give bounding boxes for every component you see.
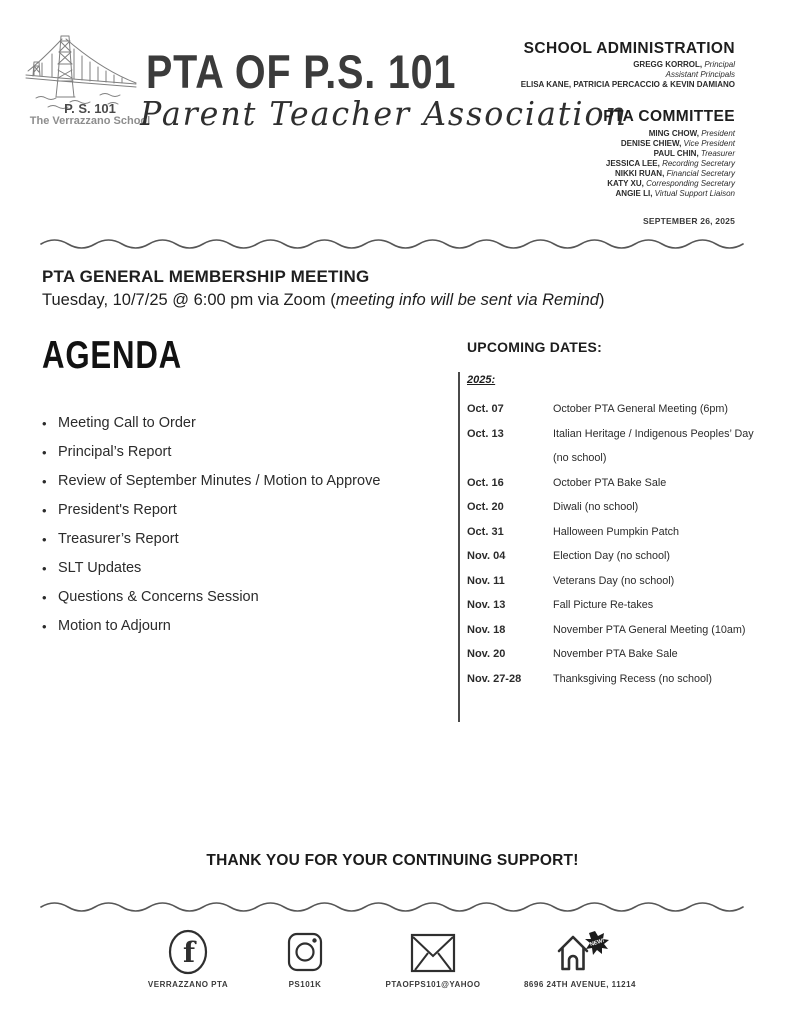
event-date: Nov. 11	[467, 574, 505, 587]
thank-you-line: THANK YOU FOR YOUR CONTINUING SUPPORT!	[206, 852, 579, 869]
committee-member: JESSICA LEE, Recording Secretary	[605, 159, 735, 168]
home-icon	[551, 929, 609, 975]
committee-member: DENISE CHIEW, Vice President	[620, 139, 735, 148]
agenda-item: • Principal’s Report	[42, 438, 442, 467]
event-row	[467, 569, 779, 594]
footer-link-label: PS101K	[288, 980, 322, 989]
event-row	[467, 397, 779, 422]
event-desc: Diwali (no school)	[553, 501, 639, 513]
school-administration-block	[395, 40, 735, 90]
event-desc: Halloween Pumpkin Patch	[553, 525, 680, 538]
event-date: Oct. 31	[467, 525, 504, 538]
event-row	[467, 593, 779, 618]
upcoming-dates-heading: UPCOMING DATES:	[467, 339, 602, 355]
footer-link-label: 8696 24TH AVENUE, 11214	[523, 980, 636, 989]
svg-text:NEW!: NEW!	[589, 937, 606, 949]
event-desc: Fall Picture Re-takes	[553, 599, 654, 611]
wavy-divider-bottom	[40, 897, 746, 915]
footer-link-email	[348, 929, 518, 989]
agenda-item: • President's Report	[42, 496, 442, 525]
event-desc: October PTA Bake Sale	[553, 476, 667, 489]
event-row	[467, 495, 779, 520]
issue-date: SEPTEMBER 26, 2025	[643, 216, 735, 226]
event-date: Oct. 20	[467, 501, 504, 513]
agenda-heading: AGENDA	[42, 334, 183, 377]
agenda-item: • SLT Updates	[42, 554, 442, 583]
script-subtitle: Parent Teacher Association	[140, 94, 628, 133]
principal-line: GREGG KORROL, Principal	[633, 60, 735, 69]
committee-member: ANGIE LI, Virtual Support Liaison	[615, 189, 735, 198]
page-title: PTA OF P.S. 101	[146, 45, 457, 98]
committee-member: PAUL CHIN, Treasurer	[653, 149, 735, 158]
wavy-divider-top	[40, 234, 746, 252]
footer-link-address	[495, 929, 665, 989]
svg-text:f: f	[182, 936, 196, 969]
upcoming-year-label: 2025:	[467, 374, 496, 386]
event-date: Oct. 13	[467, 427, 504, 440]
verrazzano-bridge-logo	[22, 26, 144, 112]
event-date: Nov. 18	[467, 623, 506, 636]
meeting-title: PTA GENERAL MEMBERSHIP MEETING	[42, 267, 370, 286]
committee-member: KATY XU, Corresponding Secretary	[607, 179, 735, 188]
event-desc: Italian Heritage / Indigenous Peoples’ Day (no school)	[553, 427, 754, 464]
upcoming-dates-rule	[458, 372, 460, 722]
event-row	[467, 618, 779, 643]
assistant-principals-label: Assistant Principals	[665, 70, 735, 79]
agenda-item: • Review of September Minutes / Motion to Approve	[42, 467, 442, 496]
event-date: Nov. 13	[467, 599, 506, 611]
facebook-icon	[165, 929, 211, 975]
footer-link-label: VERRAZZANO PTA	[147, 980, 229, 989]
meeting-when: Tuesday, 10/7/25 @ 6:00 pm via Zoom (meeting info will be sent via Remind)	[42, 291, 605, 309]
event-desc: November PTA General Meeting (10am)	[553, 623, 746, 636]
event-desc: Veterans Day (no school)	[553, 574, 675, 587]
event-row	[467, 642, 779, 667]
event-date: Oct. 16	[467, 476, 504, 489]
event-row	[467, 471, 779, 496]
agenda-item: • Motion to Adjourn	[42, 612, 442, 641]
logo-school-name: The Verrazzano School	[29, 115, 151, 127]
new-badge	[585, 931, 609, 955]
event-date: Oct. 07	[467, 403, 504, 415]
upcoming-events-list	[467, 397, 779, 691]
agenda-item: • Treasurer’s Report	[42, 525, 442, 554]
event-row	[467, 520, 779, 545]
event-row	[467, 422, 779, 471]
footer-link-label: PTAOFPS101@YAHOO	[385, 980, 481, 989]
committee-member: NIKKI RUAN, Financial Secretary	[614, 169, 735, 178]
event-date: Nov. 04	[467, 550, 506, 562]
pta-committee-heading: PTA COMMITTEE	[603, 108, 735, 125]
mail-icon	[409, 929, 457, 975]
assistant-principals-names: ELISA KANE, PATRICIA PERCACCIO & KEVIN DAMIANO	[520, 80, 735, 89]
event-date: Nov. 20	[467, 648, 506, 660]
event-date: Nov. 27-28	[467, 672, 522, 685]
event-row	[467, 544, 779, 569]
agenda-item: • Meeting Call to Order	[42, 409, 442, 438]
event-row	[467, 667, 779, 692]
event-desc: Election Day (no school)	[553, 550, 671, 562]
instagram-icon	[282, 929, 328, 975]
logo-school-number: P. S. 101	[64, 101, 116, 116]
committee-member: MING CHOW, President	[648, 129, 735, 138]
agenda-item: • Questions & Concerns Session	[42, 583, 442, 612]
event-desc: October PTA General Meeting (6pm)	[553, 403, 729, 415]
event-desc: November PTA Bake Sale	[553, 648, 678, 660]
school-administration-heading: SCHOOL ADMINISTRATION	[523, 40, 735, 57]
event-desc: Thanksgiving Recess (no school)	[553, 672, 713, 685]
pta-committee-block	[395, 108, 735, 199]
agenda-list	[42, 409, 442, 641]
